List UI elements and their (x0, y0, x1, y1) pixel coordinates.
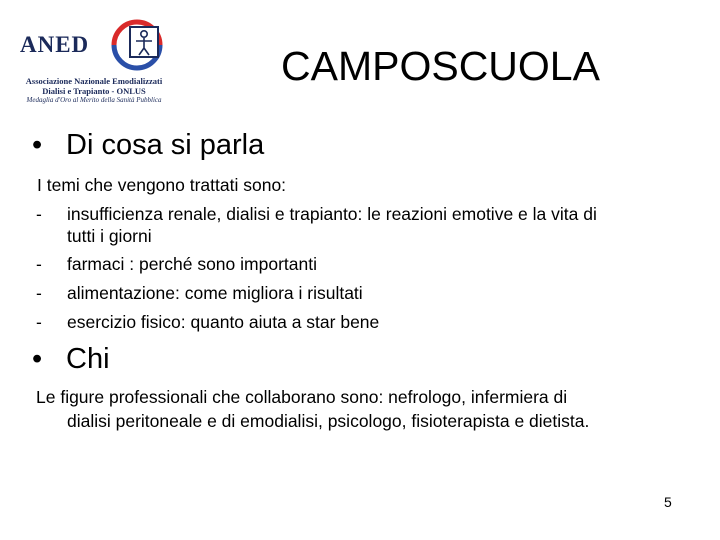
who-paragraph-line1: Le figure professionali che collaborano sono: nefrologo, infermiera di (36, 387, 568, 407)
heading-text: Di cosa si parla (66, 129, 265, 161)
list-item (36, 203, 597, 225)
list-item-text: insufficienza renale, dialisi e trapianto: le reazioni emotive e la vita di (67, 204, 597, 224)
list-dash: - (36, 254, 42, 274)
list-item (36, 253, 317, 275)
heading-text: Chi (66, 343, 110, 375)
who-paragraph-line2: dialisi peritoneale e di emodialisi, psicologo, fisioterapista e dietista. (67, 411, 590, 431)
list-item (36, 282, 363, 304)
section-heading-topics (32, 128, 264, 162)
slide-title: CAMPOSCUOLA (281, 43, 600, 89)
list-item-continuation: tutti i giorni (67, 226, 152, 246)
aned-logo (14, 14, 174, 109)
logo-line1: Associazione Nazionale Emodializzati (25, 76, 163, 86)
list-dash: - (36, 312, 42, 332)
list-item-text: alimentazione: come migliora i risultati (67, 283, 363, 303)
list-item-text: esercizio fisico: quanto aiuta a star bene (67, 312, 380, 332)
bullet-dot: • (32, 129, 43, 161)
list-item (36, 311, 379, 333)
person-emblem-icon (106, 14, 168, 76)
list-item-text: farmaci : perché sono importanti (67, 254, 317, 274)
logo-line2: Dialisi e Trapianto - ONLUS (42, 86, 146, 96)
page-number: 5 (664, 494, 672, 510)
list-dash: - (36, 204, 42, 224)
list-dash: - (36, 283, 42, 303)
bullet-dot: • (32, 343, 43, 375)
logo-wordmark: ANED (20, 32, 90, 57)
section-heading-who (32, 342, 110, 376)
logo-line3: Medaglia d'Oro al Merito della Sanità Pubblica (26, 96, 162, 104)
topics-intro: I temi che vengono trattati sono: (37, 175, 287, 195)
